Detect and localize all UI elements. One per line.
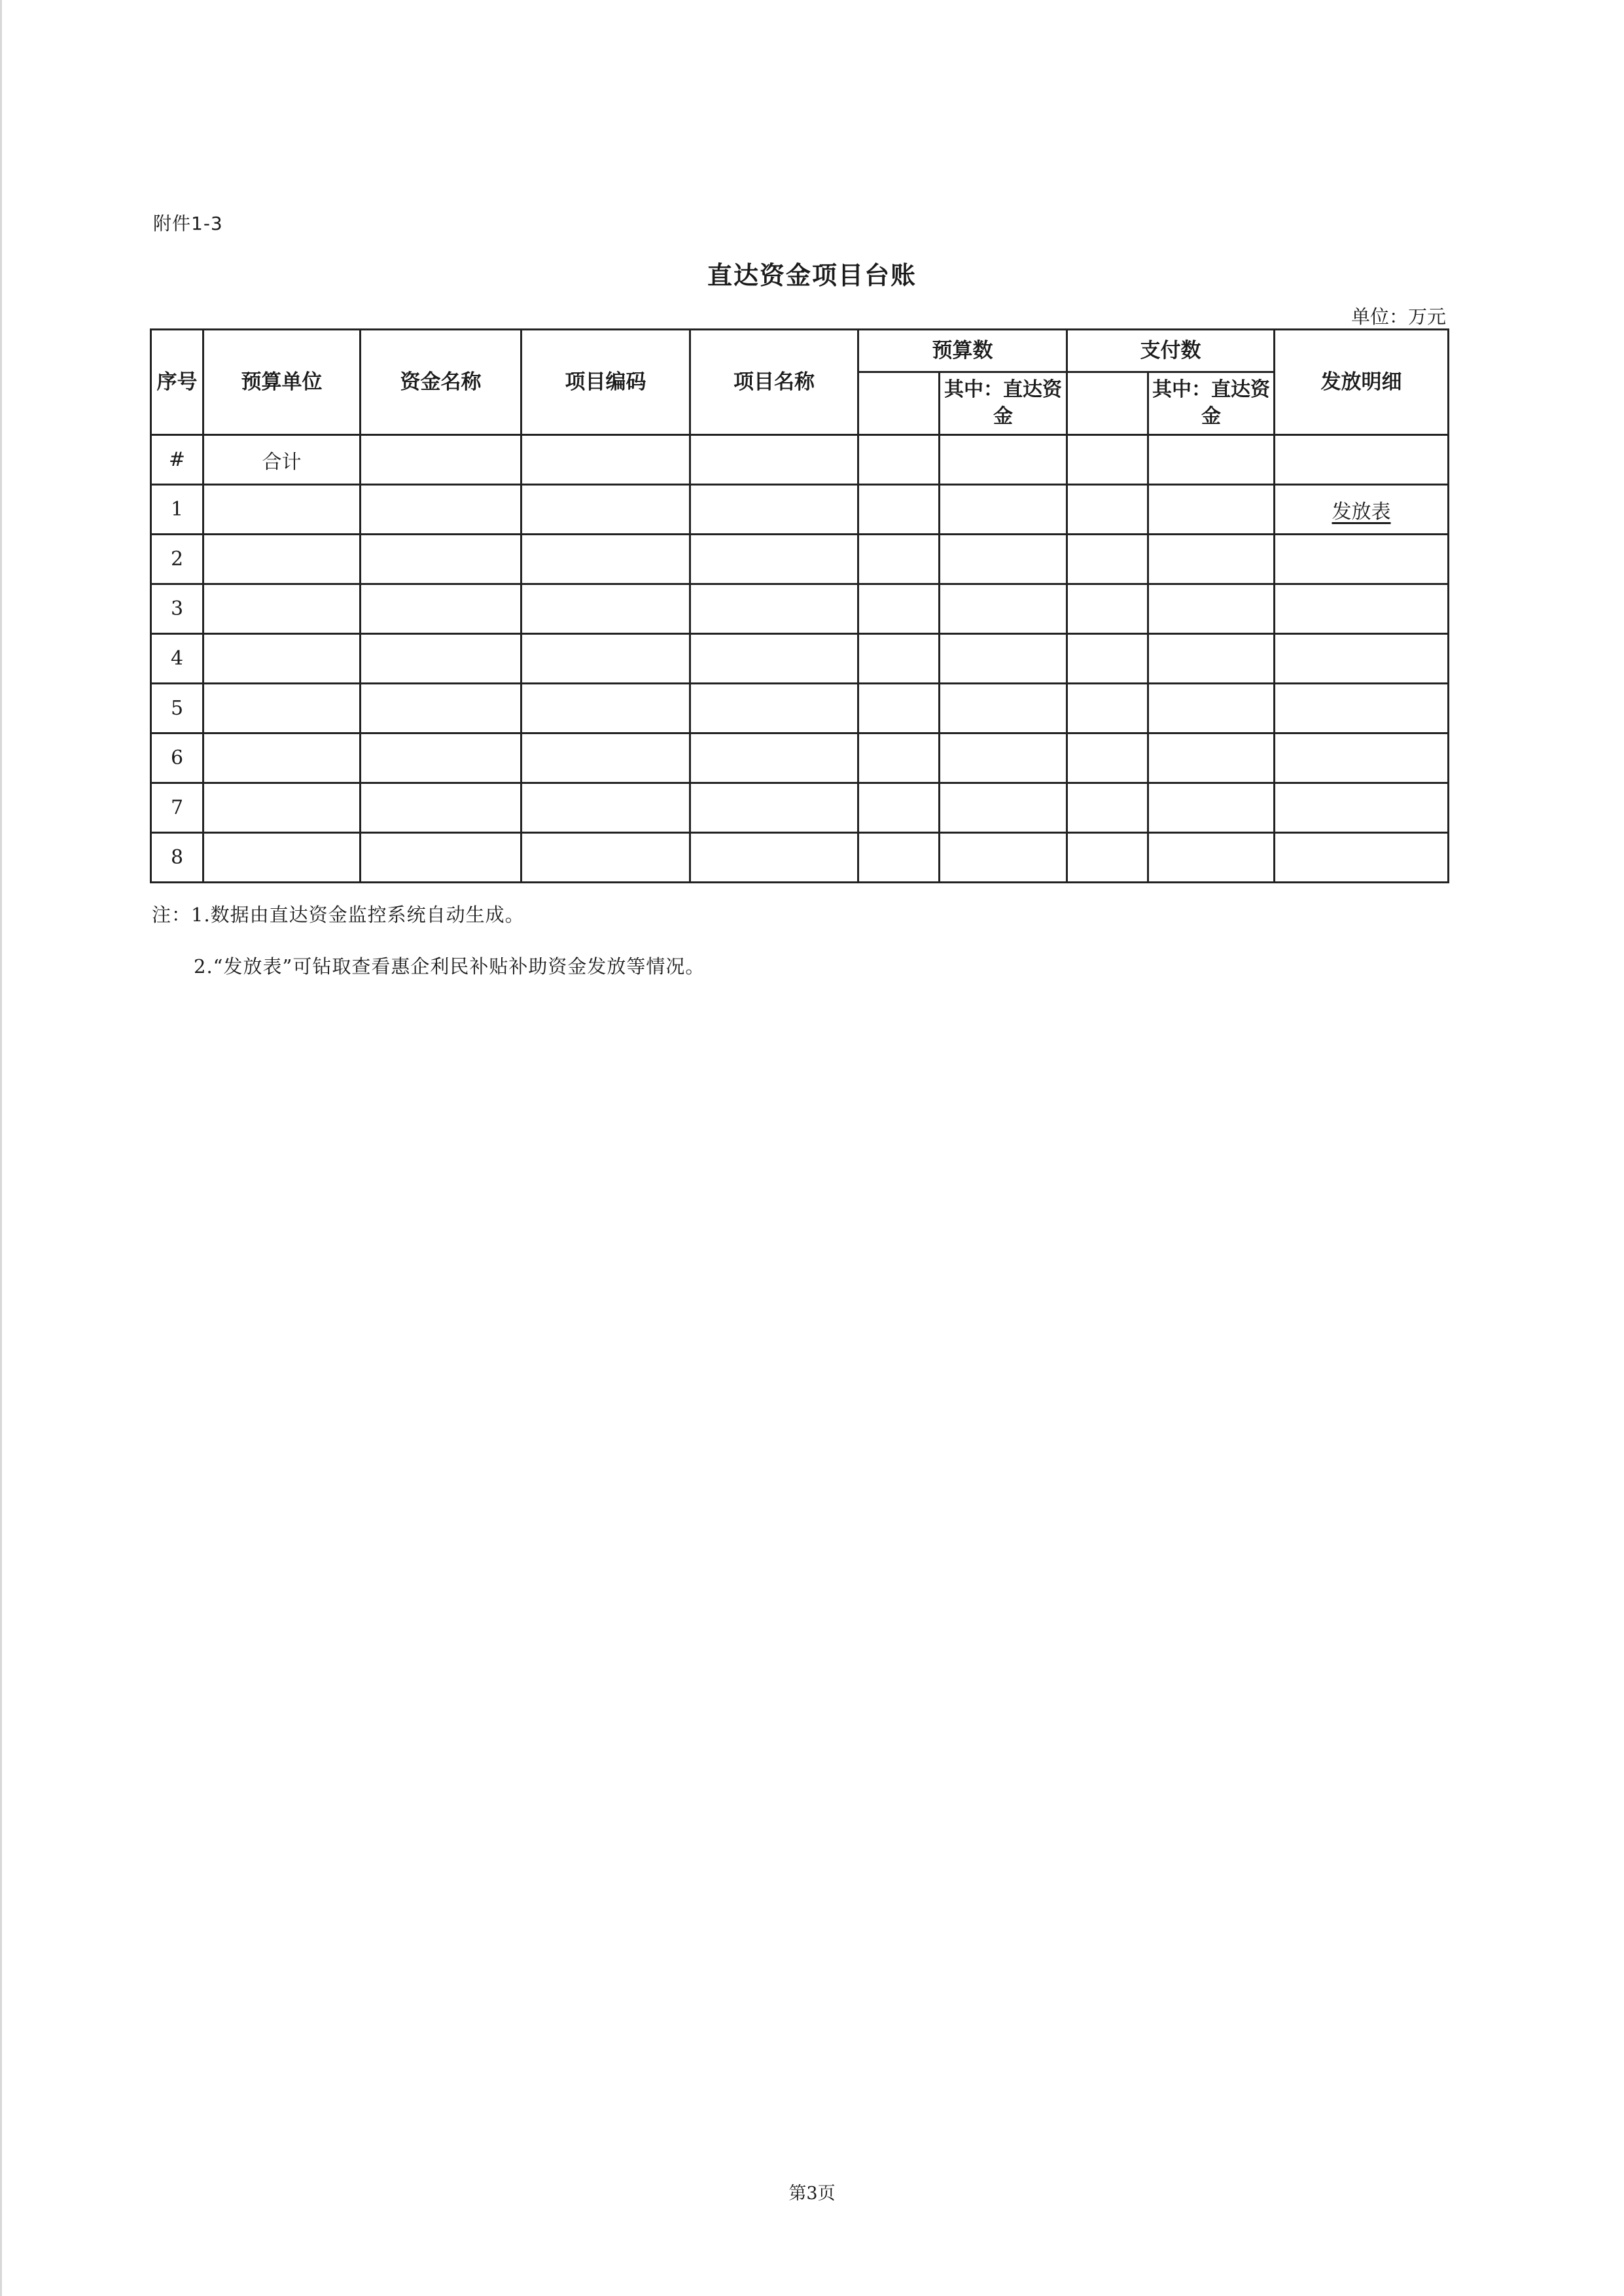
cell-seq: 6 <box>151 733 203 783</box>
cell-project-name <box>690 733 858 783</box>
cell-seq: 2 <box>151 535 203 584</box>
direct-fund-ledger-table <box>150 328 1449 883</box>
cell-payment-direct <box>1148 684 1275 733</box>
cell-budget-direct <box>940 485 1067 535</box>
cell-issue-detail <box>1275 733 1449 783</box>
cell-payment-direct <box>1148 485 1275 535</box>
cell-budget-direct <box>940 584 1067 634</box>
cell-project-code <box>521 833 690 883</box>
header-budget-total-blank <box>858 372 940 435</box>
cell-project-code <box>521 684 690 733</box>
cell-budget-unit <box>203 485 361 535</box>
cell-payment-amount <box>1067 733 1148 783</box>
table-row <box>151 535 1449 584</box>
table-body <box>151 435 1449 883</box>
cell-project-code <box>521 634 690 684</box>
cell-fund-name <box>361 733 521 783</box>
header-payment-direct: 其中：直达资金 <box>1148 372 1275 435</box>
cell-issue-detail <box>1275 783 1449 833</box>
table-row <box>151 435 1449 485</box>
cell-issue-detail <box>1275 584 1449 634</box>
cell-budget-unit: 合计 <box>203 435 361 485</box>
header-budget-unit: 预算单位 <box>203 330 361 435</box>
cell-payment-amount <box>1067 584 1148 634</box>
cell-project-name <box>690 435 858 485</box>
header-budget-amount: 预算数 <box>858 330 1067 372</box>
cell-budget-direct <box>940 634 1067 684</box>
page-edge <box>0 0 2 2296</box>
issue-table-link[interactable]: 发放表 <box>1332 500 1391 523</box>
cell-payment-direct <box>1148 634 1275 684</box>
cell-seq: 4 <box>151 634 203 684</box>
header-budget-direct: 其中：直达资金 <box>940 372 1067 435</box>
cell-payment-amount <box>1067 783 1148 833</box>
cell-project-name <box>690 833 858 883</box>
cell-budget-amount <box>858 435 940 485</box>
cell-project-code <box>521 783 690 833</box>
cell-project-name <box>690 584 858 634</box>
cell-payment-direct <box>1148 435 1275 485</box>
cell-payment-amount <box>1067 435 1148 485</box>
cell-payment-amount <box>1067 833 1148 883</box>
cell-budget-amount <box>858 684 940 733</box>
table-row <box>151 634 1449 684</box>
cell-budget-amount <box>858 783 940 833</box>
unit-label: 单位：万元 <box>1350 306 1446 328</box>
table-row <box>151 485 1449 535</box>
header-fund-name: 资金名称 <box>361 330 521 435</box>
note-line-2: 2.“发放表”可钻取查看惠企利民补贴补助资金发放等情况。 <box>194 955 705 978</box>
cell-issue-detail <box>1275 634 1449 684</box>
cell-budget-unit <box>203 684 361 733</box>
cell-payment-amount <box>1067 535 1148 584</box>
cell-budget-unit <box>203 535 361 584</box>
cell-seq: 7 <box>151 783 203 833</box>
table-row <box>151 783 1449 833</box>
table-row <box>151 733 1449 783</box>
header-issue-detail: 发放明细 <box>1275 330 1449 435</box>
cell-budget-amount <box>858 584 940 634</box>
cell-budget-direct <box>940 535 1067 584</box>
cell-budget-amount <box>858 535 940 584</box>
cell-payment-direct <box>1148 783 1275 833</box>
cell-budget-amount <box>858 833 940 883</box>
cell-seq: 5 <box>151 684 203 733</box>
cell-budget-direct <box>940 833 1067 883</box>
cell-fund-name <box>361 634 521 684</box>
cell-project-name <box>690 634 858 684</box>
cell-issue-detail <box>1275 833 1449 883</box>
cell-payment-direct <box>1148 833 1275 883</box>
cell-budget-unit <box>203 833 361 883</box>
cell-payment-direct <box>1148 535 1275 584</box>
cell-seq: # <box>151 435 203 485</box>
header-project-code: 项目编码 <box>521 330 690 435</box>
header-seq: 序号 <box>151 330 203 435</box>
cell-seq: 3 <box>151 584 203 634</box>
cell-fund-name <box>361 833 521 883</box>
cell-fund-name <box>361 435 521 485</box>
table-header-row <box>151 330 1449 372</box>
cell-project-code <box>521 535 690 584</box>
attachment-label: 附件1-3 <box>153 213 223 234</box>
cell-budget-amount <box>858 634 940 684</box>
cell-budget-direct <box>940 783 1067 833</box>
cell-budget-direct <box>940 435 1067 485</box>
header-payment-total-blank <box>1067 372 1148 435</box>
table-row <box>151 684 1449 733</box>
cell-fund-name <box>361 485 521 535</box>
cell-seq: 8 <box>151 833 203 883</box>
cell-budget-direct <box>940 684 1067 733</box>
cell-project-code <box>521 485 690 535</box>
cell-budget-unit <box>203 584 361 634</box>
header-payment-amount: 支付数 <box>1067 330 1275 372</box>
cell-seq: 1 <box>151 485 203 535</box>
cell-project-code <box>521 584 690 634</box>
cell-fund-name <box>361 584 521 634</box>
cell-project-name <box>690 485 858 535</box>
cell-project-code <box>521 435 690 485</box>
cell-payment-direct <box>1148 584 1275 634</box>
cell-payment-direct <box>1148 733 1275 783</box>
cell-issue-detail <box>1275 535 1449 584</box>
cell-budget-unit <box>203 634 361 684</box>
table-row <box>151 833 1449 883</box>
cell-project-code <box>521 733 690 783</box>
document-title: 直达资金项目台账 <box>707 260 917 290</box>
header-project-name: 项目名称 <box>690 330 858 435</box>
cell-payment-amount <box>1067 634 1148 684</box>
cell-budget-amount <box>858 485 940 535</box>
cell-issue-detail <box>1275 485 1449 535</box>
cell-budget-amount <box>858 733 940 783</box>
table-row <box>151 584 1449 634</box>
cell-budget-direct <box>940 733 1067 783</box>
page-number: 第3页 <box>788 2183 836 2204</box>
cell-payment-amount <box>1067 684 1148 733</box>
cell-project-name <box>690 684 858 733</box>
cell-issue-detail <box>1275 684 1449 733</box>
cell-fund-name <box>361 783 521 833</box>
cell-budget-unit <box>203 733 361 783</box>
cell-fund-name <box>361 684 521 733</box>
cell-payment-amount <box>1067 485 1148 535</box>
cell-budget-unit <box>203 783 361 833</box>
cell-issue-detail <box>1275 435 1449 485</box>
cell-fund-name <box>361 535 521 584</box>
cell-project-name <box>690 535 858 584</box>
note-line-1: 注：1.数据由直达资金监控系统自动生成。 <box>152 904 525 926</box>
cell-project-name <box>690 783 858 833</box>
